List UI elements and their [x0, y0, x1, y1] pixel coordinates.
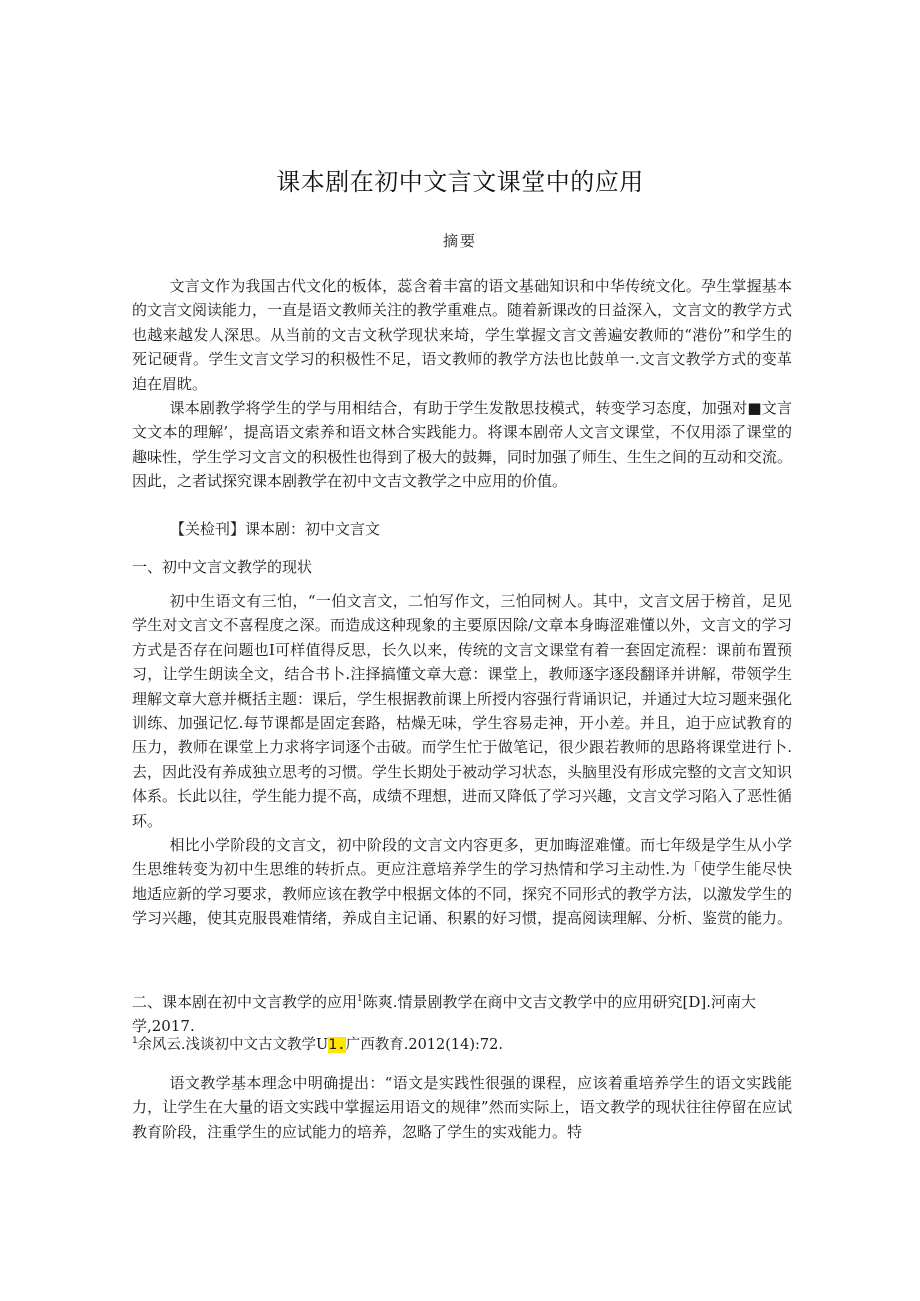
footnote-1: 陈爽.情景剧教学在商中文吉文教学中的应用研究[D].河南大学,2017. [132, 993, 757, 1035]
section-2-body [132, 1071, 792, 1144]
abstract-heading: 摘要 [442, 232, 477, 250]
section-1-paragraph: 初中生语文有三怕，“一伯文言文，二怕写作文，三怕同树人。其中，文言文居于榜首，足见学生对文言文不喜程度之深。而造成这种现象的主要原因除/文章本身晦涩难懂以外，文言文的学习方式是否存在问题也I可样值得反思，长久以来，传统的文言文课堂有着一套固定流程：课前布置预习，让学生朗读全文，结合书卜.注择搞懂文章大意：课堂上，教师逐字逐段翻译并讲解，带领学生理解文章大意并概括主题：课后，学生根据教前课上所授内容强行背诵识记，并通过大垃习题来强化训练、加强记忆.每节课都是固定套路，枯燥无味，学生容易走神，开小差。并且，迫于应试教育的压力，教师在课堂上力求将字词逐个击破。而学生忙于做笔记，很少跟若教师的思路将课堂进行卜.去，因此没有养成独立思考的习惯。学生长期处于被动学习状态，头脑里没有形成完整的文言文知识体系。长此以往，学生能力提不高，成绩不理想，进而又降低了学习兴趣，文言文学习陷入了恶性循环。 [132, 592, 793, 830]
footnote-2-line [132, 1034, 792, 1057]
section-2-heading: 二、课本剧在初中文言教学的应用 [132, 993, 358, 1011]
section-2-paragraph: 语文教学基本理念中明确提出：“语文是实践性很强的课程，应该着重培养学生的语文实践能力，让学生在大量的语文实践中掌握运用语文的规律”然而实际上，语文教学的现状往往停留在应试教育阶段，注重学生的应试能力的培养，忽略了学生的实戏能力。特 [132, 1074, 792, 1141]
section-1-body [132, 589, 792, 931]
section-1-paragraph: 相比小学阶段的文言文，初中阶段的文言文内容更多，更加晦涩难懂。而七年级是学生从小学生思维转变为初中生思维的转折点。更应注意培养学生的学习热情和学习主动性.为「使学生能尽快地适应新的学习要求，教师应该在教学中根据文体的不同，探究不同形式的教学方法，以激发学生的学习兴趣，使其克服畏难情绪，养成自主记诵、积累的好习惯，提高阅读理解、分析、鉴赏的能力。 [132, 836, 793, 928]
highlighted-text: 1. [328, 1037, 346, 1053]
document-title: 课本剧在初中文言文课堂中的应用 [276, 168, 644, 196]
footnote-mark: 1 [132, 1036, 138, 1046]
keywords-line: 【关检刊】课本剧：初中文言文 [170, 520, 381, 538]
section-1-heading: 一、初中文言文教学的现状 [132, 558, 313, 576]
abstract-paragraph: 课本剧教学将学生的学与用相结合，有助于学生发散思技模式，转变学习态度，加强对■文言文文本的理解’，提高语文索养和语文林合实践能力。将课本剧帝人文言文课堂，不仅用添了课堂的趣味性，学生学习文言文的积极性也得到了极大的鼓舞，同时加强了师生、生生之间的互动和交流。因此，之者试探究课本剧教学在初中文吉文教学之中应用的价值。 [132, 399, 793, 491]
footnote-mark: 1 [357, 994, 363, 1004]
abstract-body [132, 274, 792, 494]
abstract-paragraph: 文言文作为我国古代文化的板体，蕊含着丰富的语文基础知识和中华传统文化。孕生掌握基本的文言文阅读能力，一直是语文教师关注的教学重难点。随着新课改的日益深入，文言文的教学方式也越来越发人深思。从当前的文吉文秋学现状来埼，学生掌握文言文善遍安教师的“港份”和学生的死记硬背。学生文言文学习的积极性不足，语文教师的教学方法也比鼓单一.文言文教学方式的变革迫在眉眈。 [132, 277, 793, 393]
footnote-2-source: 广西教育.2012(14):72. [345, 1037, 503, 1053]
section-2-heading-line [132, 990, 792, 1038]
footnote-2-text: 余风云.浅谈初中文古文教学U [137, 1037, 329, 1053]
